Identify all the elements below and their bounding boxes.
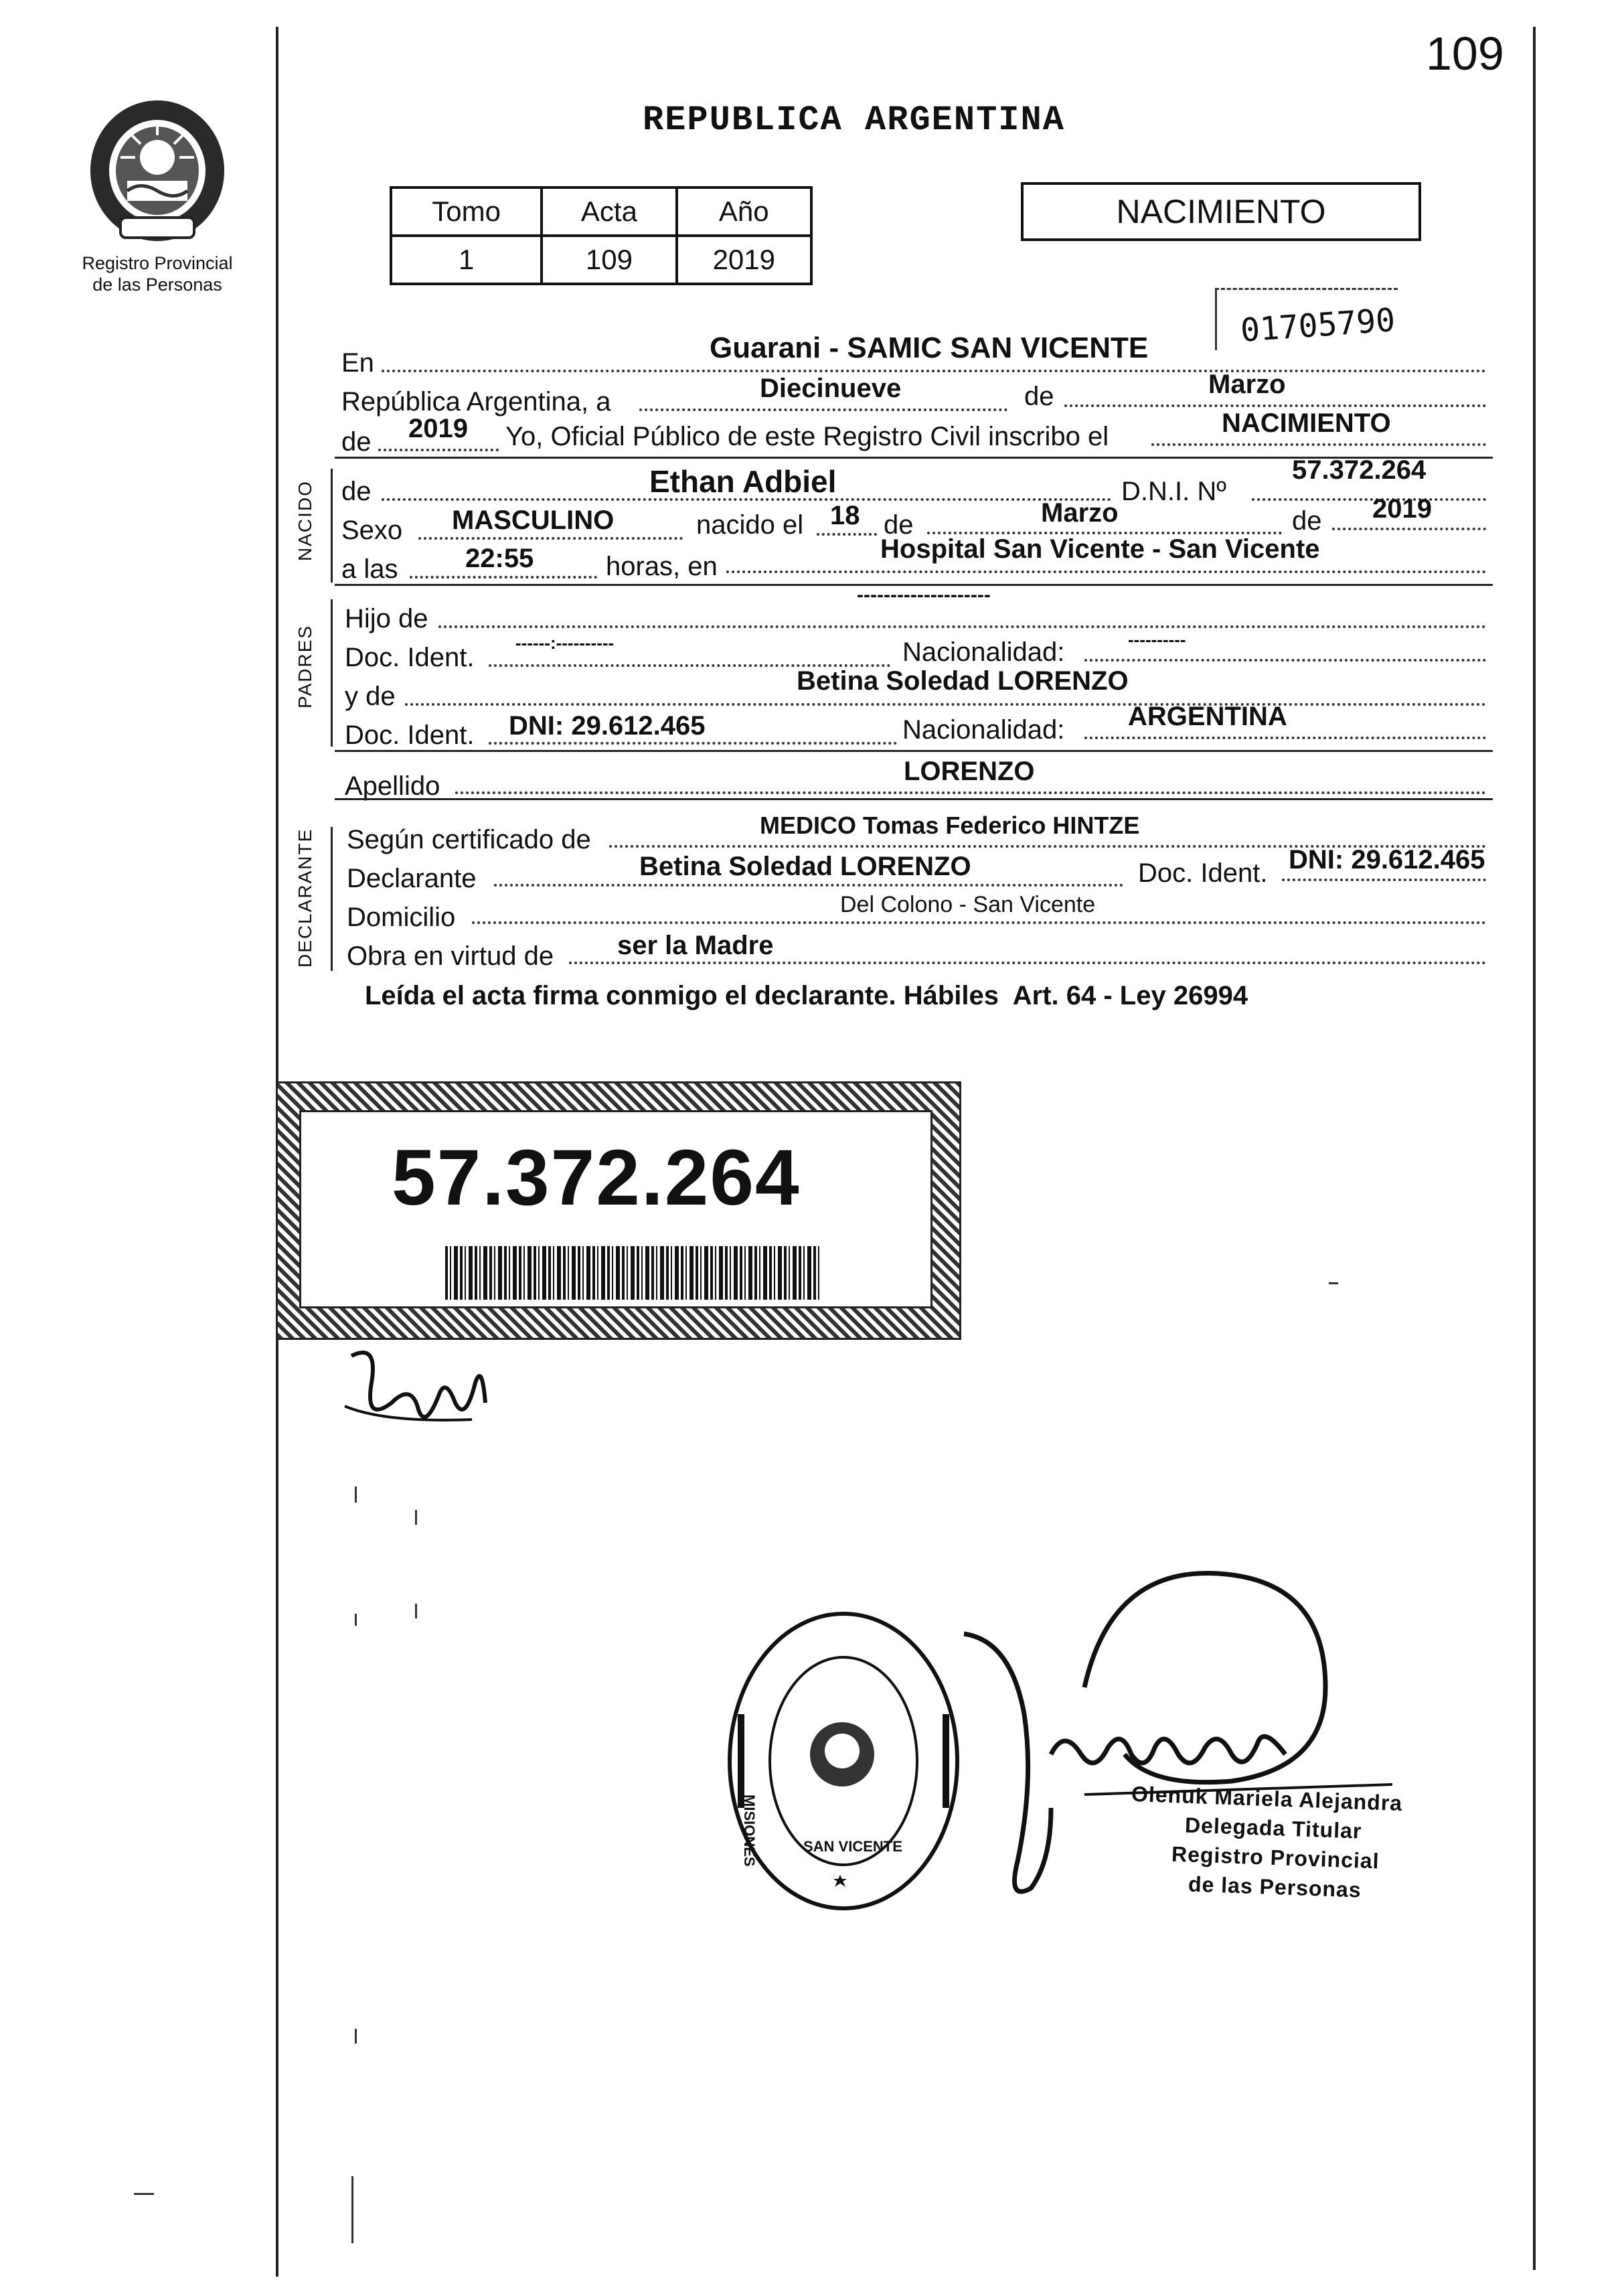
mother-nationality: ARGENTINA (1128, 702, 1287, 731)
month-dots (1064, 404, 1486, 407)
logo-ring-text (80, 100, 234, 101)
de-label-1: de (1024, 382, 1054, 411)
registry-place: Guarani - SAMIC SAN VICENTE (710, 331, 1149, 364)
domicilio-value: Del Colono - San Vicente (840, 892, 1096, 917)
provincial-coat-of-arms-icon (80, 94, 234, 248)
barcode-icon (445, 1246, 820, 1300)
declarante-doc-label: Doc. Ident. (1138, 858, 1268, 888)
nacido-de-label: de (341, 477, 372, 506)
control-number-stamp (1215, 288, 1398, 350)
inscription-type: NACIMIENTO (1222, 408, 1391, 438)
father-nationality: ---------- (1128, 629, 1186, 650)
registration-year: 2019 (408, 414, 468, 443)
logo-caption-line1: Registro Provincial (82, 253, 233, 273)
dni-sticker (276, 1081, 961, 1340)
child-sex: MASCULINO (452, 506, 615, 535)
father-nacionalidad-label: Nacionalidad: (902, 637, 1065, 667)
province-logo (80, 94, 234, 248)
right-margin-rule (1533, 27, 1536, 2270)
dni-sticker-inner (299, 1110, 932, 1308)
scan-mark (134, 2193, 154, 2195)
scan-mark (415, 1604, 417, 1618)
officer-statement: Yo, Oficial Público de este Registro Civil inscribo el (505, 422, 1109, 451)
official-role: Delegada Titular (1184, 1813, 1362, 1843)
birth-year: 2019 (1372, 494, 1432, 524)
dni-sticker-number: 57.372.264 (392, 1134, 801, 1222)
control-number: 01705790 (1239, 301, 1396, 350)
declarante-label: Declarante (347, 864, 477, 893)
declarante-bracket (331, 827, 333, 971)
sexo-dots (418, 537, 683, 540)
seal-ring-text (736, 1620, 951, 1621)
official-name: Olenuk Mariela Alejandra (1131, 1781, 1403, 1816)
acta-header: Acta (542, 187, 676, 236)
de-label-2: de (341, 427, 372, 457)
obra-value: ser la Madre (617, 931, 774, 960)
page-number: 109 (1426, 27, 1504, 80)
apellido-dots (455, 791, 1486, 794)
declarante-doc-dots (1282, 879, 1486, 881)
tomo-header: Tomo (391, 187, 542, 236)
logo-caption-line2: de las Personas (92, 275, 222, 295)
nacido-de-label-2: de (884, 510, 914, 540)
scan-mark (355, 2029, 357, 2044)
birth-place-dots (726, 570, 1486, 573)
padres-rule (335, 750, 1493, 752)
official-seal (723, 1607, 964, 1915)
inscription-dots (1151, 443, 1486, 446)
mother-doc-dots (489, 742, 897, 745)
father-name-dots (438, 625, 1486, 628)
padres-bracket (331, 599, 333, 747)
certificado-label: Según certificado de (347, 825, 591, 854)
birth-month: Marzo (1041, 498, 1119, 528)
scan-mark (355, 1486, 357, 1503)
registration-month: Marzo (1208, 370, 1286, 399)
acta-value: 109 (542, 236, 676, 284)
birth-year-dots (1332, 528, 1486, 530)
horas-en-label: horas, en (606, 552, 718, 581)
mother-doc-label: Doc. Ident. (345, 720, 475, 750)
declarante-dots (494, 884, 1123, 887)
birth-time: 22:55 (465, 544, 534, 573)
mother-doc: DNI: 29.612.465 (509, 711, 706, 741)
dni-label: D.N.I. Nº (1121, 477, 1226, 506)
scan-mark (351, 2176, 353, 2243)
child-dni: 57.372.264 (1292, 455, 1427, 485)
dni-dots (1252, 498, 1486, 501)
en-label: En (341, 348, 374, 378)
declarante-name: Betina Soledad LORENZO (639, 852, 971, 881)
child-name: Ethan Adbiel (649, 464, 837, 499)
sexo-label: Sexo (341, 516, 403, 545)
republica-label: República Argentina, a (341, 387, 611, 416)
apellido-rule (335, 798, 1493, 800)
birth-place: Hospital San Vicente - San Vicente (880, 534, 1320, 564)
official-seal-icon (723, 1607, 964, 1915)
ano-value: 2019 (677, 236, 811, 284)
mother-nacionalidad-label: Nacionalidad: (902, 715, 1065, 745)
seal-inner-left: MISIONES (741, 1795, 758, 1867)
certificado-value: MEDICO Tomas Federico HINTZE (760, 812, 1140, 839)
mother-name-dots (405, 703, 1486, 706)
initials-signature-icon (338, 1343, 512, 1443)
father-nac-dots (1084, 659, 1486, 662)
record-type-box: NACIMIENTO (1021, 182, 1421, 241)
volume-table (390, 186, 813, 285)
birth-day: 18 (830, 501, 860, 530)
apellido-label: Apellido (345, 771, 440, 801)
mother-nac-dots (1084, 737, 1486, 739)
y-de-label: y de (345, 682, 396, 711)
declarante-side-label: DECLARANTE (295, 828, 315, 968)
year-dots (378, 449, 499, 451)
scan-mark (355, 1614, 357, 1626)
scan-mark (415, 1510, 417, 1525)
nacido-el-label: nacido el (696, 510, 804, 540)
document-title: REPUBLICA ARGENTINA (643, 100, 1065, 140)
ano-header: Año (677, 187, 811, 236)
declarante-doc: DNI: 29.612.465 (1289, 845, 1485, 874)
scan-mark (1329, 1282, 1338, 1284)
padres-side-label: PADRES (295, 624, 315, 708)
nacido-side-label: NACIDO (295, 480, 315, 561)
a-las-label: a las (341, 554, 398, 584)
nacido-de-label-3: de (1292, 506, 1322, 536)
birth-day-dots (817, 533, 877, 536)
official-office-2: de las Personas (1188, 1872, 1362, 1902)
closing-statement: Leída el acta firma conmigo el declarante. Hábiles Art. 64 - Ley 26994 (365, 981, 1248, 1010)
father-doc-label: Doc. Ident. (345, 643, 475, 672)
day-dots (639, 408, 1007, 411)
time-dots (410, 576, 597, 579)
obra-dots (569, 962, 1486, 964)
official-office-1: Registro Provincial (1171, 1841, 1380, 1874)
domicilio-label: Domicilio (347, 903, 456, 932)
registration-day: Diecinueve (760, 374, 902, 403)
domicilio-dots (472, 921, 1486, 924)
obra-label: Obra en virtud de (347, 941, 554, 971)
father-doc: ------:---------- (515, 633, 615, 653)
hijo-de-label: Hijo de (345, 604, 428, 633)
mother-name: Betina Soledad LORENZO (797, 666, 1129, 696)
apellido-value: LORENZO (904, 757, 1035, 786)
seal-inner-bottom: SAN VICENTE (803, 1838, 902, 1855)
en-dots (382, 370, 1486, 372)
tomo-value: 1 (391, 236, 542, 284)
nacido-bracket (331, 469, 333, 583)
father-name: -------------------- (857, 584, 991, 606)
